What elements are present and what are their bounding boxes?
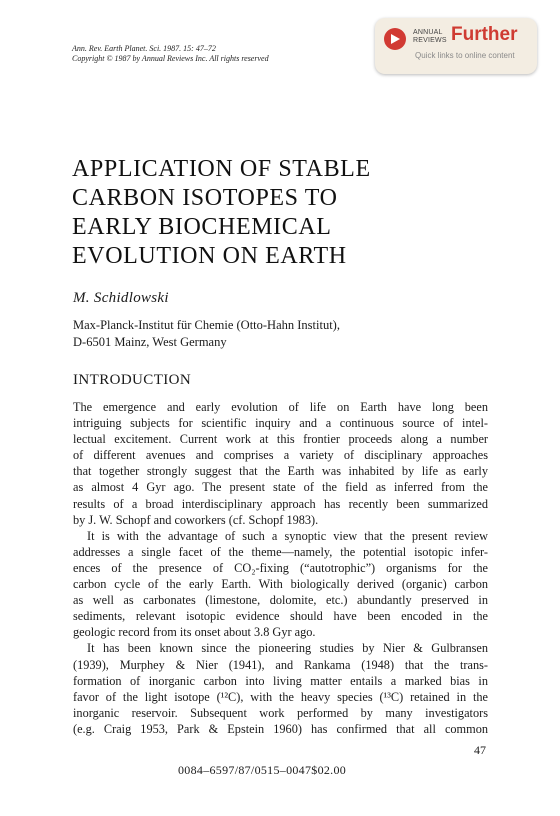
body-line: of different avenues and comprises a variety of disciplinary approaches [73, 448, 488, 463]
body-line: sediments, relevant isotopic evidence should have been encoded in the [73, 609, 488, 624]
body-line: (e.g. Craig 1953, Park & Epstein 1960) has confirmed that all common [73, 721, 488, 736]
badge-further-label: Further [451, 24, 518, 45]
page-number: 47 [474, 743, 486, 757]
section-heading: INTRODUCTION [73, 372, 192, 388]
body-line: carbon cycle of the early Earth. With biologically derived (organic) carbon [73, 577, 488, 592]
body-line: as well as carbonates (limestone, dolomite, etc.) abundantly preserved in [73, 593, 488, 608]
body-line: by J. W. Schopf and coworkers (cf. Schopf 1983). [73, 512, 319, 527]
author-affiliation [73, 317, 340, 351]
title-line: APPLICATION OF STABLE [72, 156, 371, 182]
journal-citation [72, 44, 269, 64]
badge-annual-reviews-label: ANNUAL REVIEWS [413, 29, 447, 44]
affiliation-line: Max-Planck-Institut für Chemie (Otto-Hahn Institut), [73, 318, 340, 332]
title-line: EVOLUTION ON EARTH [72, 243, 347, 269]
title-line: CARBON ISOTOPES TO [72, 185, 338, 211]
annual-reviews-logo-icon [384, 28, 406, 50]
badge-subtitle: Quick links to online content [415, 51, 515, 60]
body-paragraph [73, 640, 488, 737]
body-line: formation of inorganic carbon into living matter entails a marked bias in [73, 673, 488, 688]
citation-copyright-line: Copyright © 1987 by Annual Reviews Inc. All rights reserved [72, 54, 269, 63]
body-line: ences of the presence of CO₂-fixing (“autotrophic”) organisms for the [73, 560, 488, 575]
article-title [72, 155, 472, 271]
body-line: intriguing subjects for scientific inquiry and a continuous source of intel- [73, 416, 488, 431]
body-line: as almost 4 Gyr ago. The present state of the field as inferred from the [73, 480, 488, 495]
body-line: lectual excitement. Current work at this frontier proceeds along a number [73, 432, 488, 447]
body-paragraph [73, 399, 488, 528]
citation-journal-line: Ann. Rev. Earth Planet. Sci. 1987. 15: 47–72 [72, 44, 216, 53]
affiliation-line: D-6501 Mainz, West Germany [73, 335, 227, 349]
body-line: It has been known since the pioneering studies by Nier & Gulbransen [87, 641, 488, 656]
body-line: favor of the light isotope (¹²C), with the heavy species (¹³C) retained in the [73, 689, 488, 704]
body-line: inorganic reservoir. Subsequent work performed by many investigators [73, 705, 488, 720]
body-line: It is with the advantage of such a synoptic view that the present review [87, 528, 488, 543]
body-line: (1939), Murphey & Nier (1941), and Rankama (1948) that the trans- [73, 657, 488, 672]
body-line: addresses a single facet of the theme—namely, the potential isotopic infer- [73, 544, 488, 559]
body-line: The emergence and early evolution of life on Earth have long been [73, 400, 488, 414]
body-line: geologic record from its onset about 3.8 Gyr ago. [73, 625, 316, 640]
body-line: results of a broad interdisciplinary approach has recently been summarized [73, 496, 488, 511]
footer-price-code: 0084–6597/87/0515–0047$02.00 [178, 763, 347, 777]
body-text [73, 399, 488, 737]
author-name: M. Schidlowski [73, 290, 169, 306]
body-paragraph [73, 528, 488, 641]
title-line: EARLY BIOCHEMICAL [72, 214, 332, 240]
annual-reviews-further-badge[interactable] [375, 18, 537, 74]
body-line: that together strongly suggest that the Earth was inhabited by life as early [73, 464, 488, 479]
